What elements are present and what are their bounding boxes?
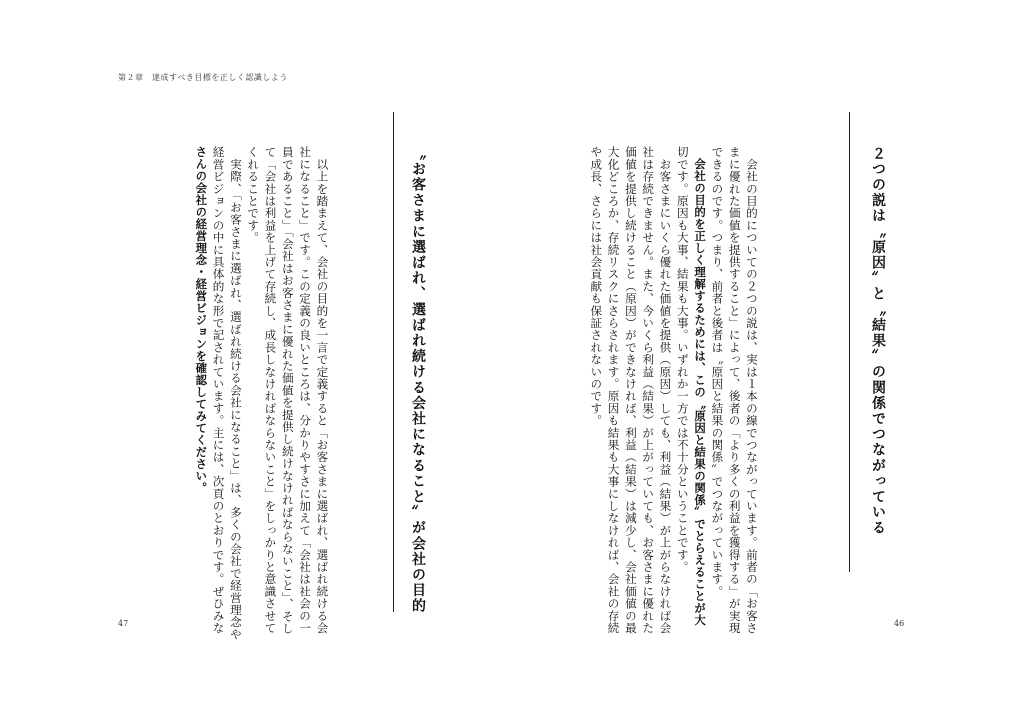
page-46: [512, 0, 1024, 723]
body-line: 社になること」です。この定義の良いところは、分かりやすさに加えて「会社は社会の一: [298, 146, 313, 634]
body-line: て「会社は利益を上げて存続し、成長しなければならないこと」をしっかりと意識させて: [263, 146, 278, 634]
section-heading: ２つの説は〝原因〟と〝結果〟の関係でつながっている: [870, 146, 886, 536]
heading-rule: [849, 112, 850, 572]
body-line: 価値を提供し続けること（原因）ができなければ、利益（結果）は減少し、会社価値の最: [623, 146, 638, 634]
body-line: 経営ビジョンの中に具体的な形で記されています。主には、次頁のとおりです。ぜひみな: [211, 146, 226, 634]
body-line: できるのです。つまり、前者と後者は〝原因と結果の関係〟でつながっています。: [710, 146, 725, 598]
page-number: 47: [118, 619, 129, 628]
body-line: 社は存続できません。また、今いくら利益（結果）が上がっていても、お客さまに優れた: [641, 146, 656, 634]
body-text: [192, 146, 330, 641]
body-text: [587, 146, 760, 634]
body-line: 員であること」「会社はお客さまに優れた価値を提供し続けなければならないこと」、そし: [280, 146, 295, 635]
body-line: さんの会社の経営理念・経営ビジョンを確認してみてください。: [194, 146, 209, 494]
body-line: 切です。原因も大事、結果も大事。いずれか一方では不十分ということです。: [675, 146, 690, 573]
body-line: 大化どころか、存続リスクにさらされます。原因も結果も大事にしなければ、会社の存続: [606, 146, 621, 634]
body-line: お客さまにいくら優れた価値を提供（原因）しても、利益（結果）が上がらなければ会: [658, 146, 673, 634]
page-number: 46: [894, 619, 905, 628]
body-line: まに優れた価値を提供すること」によって、後者の「より多くの利益を獲得する」が実現: [727, 146, 742, 634]
section-heading: 〝お客さまに選ばれ、選ばれ続ける会社になること〟が会社の目的: [410, 146, 426, 614]
body-line: 実際、「お客さまに選ばれ、選ばれ続ける会社になること」は、多くの会社で経営理念や: [228, 146, 243, 641]
body-line: くれることです。: [246, 146, 261, 244]
running-header: 第２章 達成すべき目標を正しく認識しよう: [118, 73, 288, 82]
body-line: 会社の目的についての２つの説は、実は１本の線でつながっています。前者の「お客さ: [744, 146, 759, 634]
body-line: 以上を踏まえて、会社の目的を一言で定義すると「お客さまに選ばれ、選ばれ続ける会: [315, 146, 330, 634]
heading-rule: [393, 112, 394, 612]
body-line: 会社の目的を正しく理解するためには、この〝原因と結果の関係〟でとらえることが大: [693, 146, 708, 626]
body-line: や成長、さらには社会貢献も保証されないのです。: [589, 146, 604, 427]
